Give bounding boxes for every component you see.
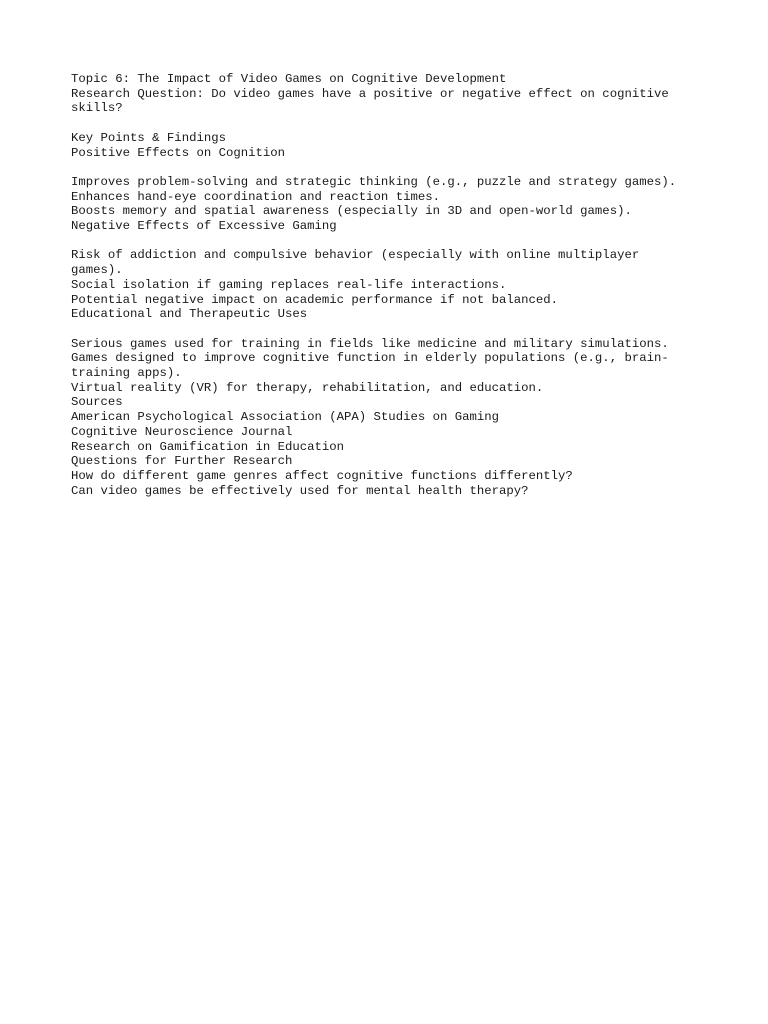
further-research-heading: Questions for Further Research: [71, 454, 293, 469]
source-item: American Psychological Association (APA) Studies on Gaming: [71, 410, 500, 425]
positive-item: Boosts memory and spatial awareness (especially in 3D and open-world games).: [71, 204, 632, 219]
educational-item: training apps).: [71, 366, 182, 380]
negative-item: Potential negative impact on academic performance if not balanced.: [71, 292, 559, 307]
educational-item: Games designed to improve cognitive function in elderly populations (e.g., brain-: [71, 351, 669, 366]
source-item: Cognitive Neuroscience Journal: [71, 424, 293, 439]
question-item: How do different game genres affect cognitive functions differently?: [71, 468, 573, 483]
research-question-line-2: skills?: [71, 101, 123, 116]
question-item: Can video games be effectively used for mental health therapy?: [71, 483, 529, 498]
spacer: [71, 160, 701, 175]
source-item: Research on Gamification in Education: [71, 439, 345, 454]
educational-item: Virtual reality (VR) for therapy, rehabilitation, and education.: [71, 380, 544, 395]
negative-item: Risk of addiction and compulsive behavior (especially with online multiplayer: [71, 248, 640, 263]
document-page: [71, 72, 701, 498]
positive-effects-heading: Positive Effects on Cognition: [71, 145, 286, 160]
key-points-heading: Key Points & Findings: [71, 130, 226, 145]
spacer: [71, 116, 701, 131]
positive-item: Improves problem-solving and strategic thinking (e.g., puzzle and strategy games).: [71, 174, 677, 189]
spacer: [71, 234, 701, 249]
negative-item: games).: [71, 263, 123, 278]
negative-item: Social isolation if gaming replaces real-life interactions.: [71, 277, 507, 292]
sources-heading: Sources: [71, 395, 123, 410]
positive-item: Enhances hand-eye coordination and reaction times.: [71, 189, 440, 204]
research-question-line-1: Research Question: Do video games have a positive or negative effect on cognitive: [71, 86, 669, 101]
document-title: Topic 6: The Impact of Video Games on Cognitive Development: [71, 72, 507, 86]
educational-item: Serious games used for training in fields like medicine and military simulations.: [71, 336, 669, 351]
spacer: [71, 322, 701, 337]
educational-uses-heading: Educational and Therapeutic Uses: [71, 307, 308, 322]
negative-effects-heading: Negative Effects of Excessive Gaming: [71, 219, 337, 233]
